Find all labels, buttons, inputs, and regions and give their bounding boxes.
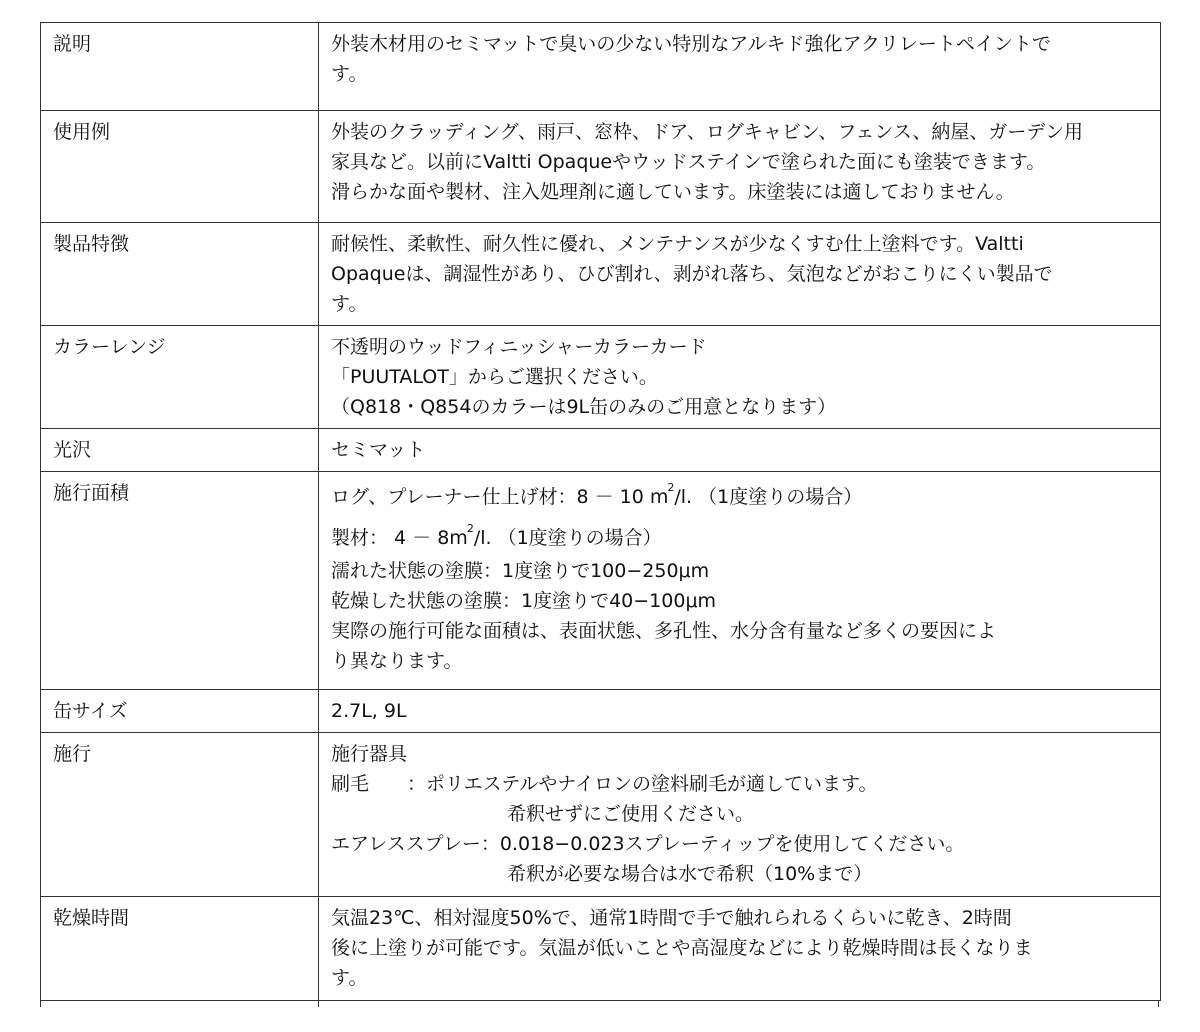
value-description	[319, 23, 1161, 111]
coverage-lumber-unit: /l. （1度塗りの場合）	[473, 527, 662, 549]
application-brush-note: 希釈せずにご使用ください。	[507, 803, 755, 825]
value-features	[319, 223, 1161, 326]
features-line: 耐候性、柔軟性、耐久性に優れ、メンテナンスが少なくすむ仕上塗料です。Valtti	[331, 233, 1024, 255]
row-usage	[41, 111, 1161, 223]
label-gloss: 光沢	[41, 429, 319, 472]
usage-line: 外装のクラッディング、雨戸、窓枠、ドア、ログキャビン、フェンス、納屋、ガーデン用	[331, 121, 1084, 143]
table-continuation-left	[40, 1001, 41, 1007]
description-line: 外装木材用のセミマットで臭いの少ない特別なアルキド強化アクリレートペイントで	[331, 33, 1051, 55]
label-description: 説明	[41, 23, 319, 111]
color-range-line: （Q818・Q854のカラーは9L缶のみのご用意となります）	[331, 396, 837, 418]
label-features: 製品特徴	[41, 223, 319, 326]
coverage-wet-line: 濡れた状態の塗膜：1度塗りで100−250μm	[331, 560, 710, 582]
value-gloss	[319, 429, 1161, 472]
application-spray-line: エアレススプレー：0.018−0.023スプレーティップを使用してください。	[331, 833, 965, 855]
drying-line: 後に上塗りが可能です。気温が低いことや高湿度などにより乾燥時間は長くなりま	[331, 937, 1033, 959]
value-usage	[319, 111, 1161, 223]
label-color-range: カラーレンジ	[41, 326, 319, 429]
value-color-range	[319, 326, 1161, 429]
coverage-dry-line: 乾燥した状態の塗膜：1度塗りで40−100μm	[331, 590, 717, 612]
features-line: Opaqueは、調湿性があり、ひび割れ、剥がれ落ち、気泡などがおこりにくい製品で	[331, 263, 1053, 285]
spec-table	[40, 22, 1161, 1001]
color-range-line: 「PUUTALOT」からご選択ください。	[331, 366, 658, 388]
usage-line: 滑らかな面や製材、注入処理剤に適しています。床塗装には適しておりません。	[331, 181, 1015, 203]
description-line: す。	[331, 63, 368, 85]
coverage-lumber-text: 製材： 4 － 8m	[331, 527, 468, 549]
row-description	[41, 23, 1161, 111]
coverage-lumber-line	[331, 523, 1148, 556]
drying-line: す。	[331, 967, 368, 989]
application-brush-line: 刷毛 ：ポリエステルやナイロンの塗料刷毛が適しています。	[331, 773, 878, 795]
application-tools-line: 施行器具	[331, 743, 408, 765]
label-drying-time: 乾燥時間	[41, 897, 319, 1001]
label-usage: 使用例	[41, 111, 319, 223]
table-continuation	[40, 1001, 1160, 1007]
can-size-line: 2.7L, 9L	[331, 700, 407, 722]
usage-line: 家具など。以前にValtti Opaqueやウッドステインで塗られた面にも塗装できます。	[331, 151, 1046, 173]
coverage-log-text: ログ、プレーナー仕上げ材：8 － 10 m	[331, 486, 669, 508]
value-application	[319, 733, 1161, 897]
row-coverage	[41, 472, 1161, 690]
row-application	[41, 733, 1161, 897]
coverage-log-line	[331, 482, 1148, 515]
value-drying-time	[319, 897, 1161, 1001]
row-color-range	[41, 326, 1161, 429]
drying-line: 気温23℃、相対湿度50%で、通常1時間で手で触れられるくらいに乾き、2時間	[331, 907, 1012, 929]
row-drying-time	[41, 897, 1161, 1001]
table-continuation-right	[1158, 1001, 1159, 1007]
coverage-note-line: 実際の施行可能な面積は、表面状態、多孔性、水分含有量など多くの要因によ	[331, 620, 997, 642]
row-features	[41, 223, 1161, 326]
row-can-size	[41, 690, 1161, 733]
value-coverage	[319, 472, 1161, 690]
features-line: す。	[331, 293, 368, 315]
application-spray-note: 希釈が必要な場合は水で希釈（10%まで）	[507, 863, 873, 885]
coverage-note-line: り異なります。	[331, 650, 463, 672]
coverage-lumber-superscript: 2	[466, 522, 474, 535]
product-spec-sheet	[40, 22, 1160, 1007]
table-continuation-middle	[318, 1001, 319, 1007]
label-application: 施行	[41, 733, 319, 897]
label-can-size: 缶サイズ	[41, 690, 319, 733]
coverage-log-superscript: 2	[667, 481, 675, 494]
label-coverage: 施行面積	[41, 472, 319, 690]
coverage-log-unit: /l. （1度塗りの場合）	[674, 486, 863, 508]
value-can-size	[319, 690, 1161, 733]
color-range-line: 不透明のウッドフィニッシャーカラーカード	[331, 336, 707, 358]
row-gloss	[41, 429, 1161, 472]
gloss-line: セミマット	[331, 439, 426, 461]
